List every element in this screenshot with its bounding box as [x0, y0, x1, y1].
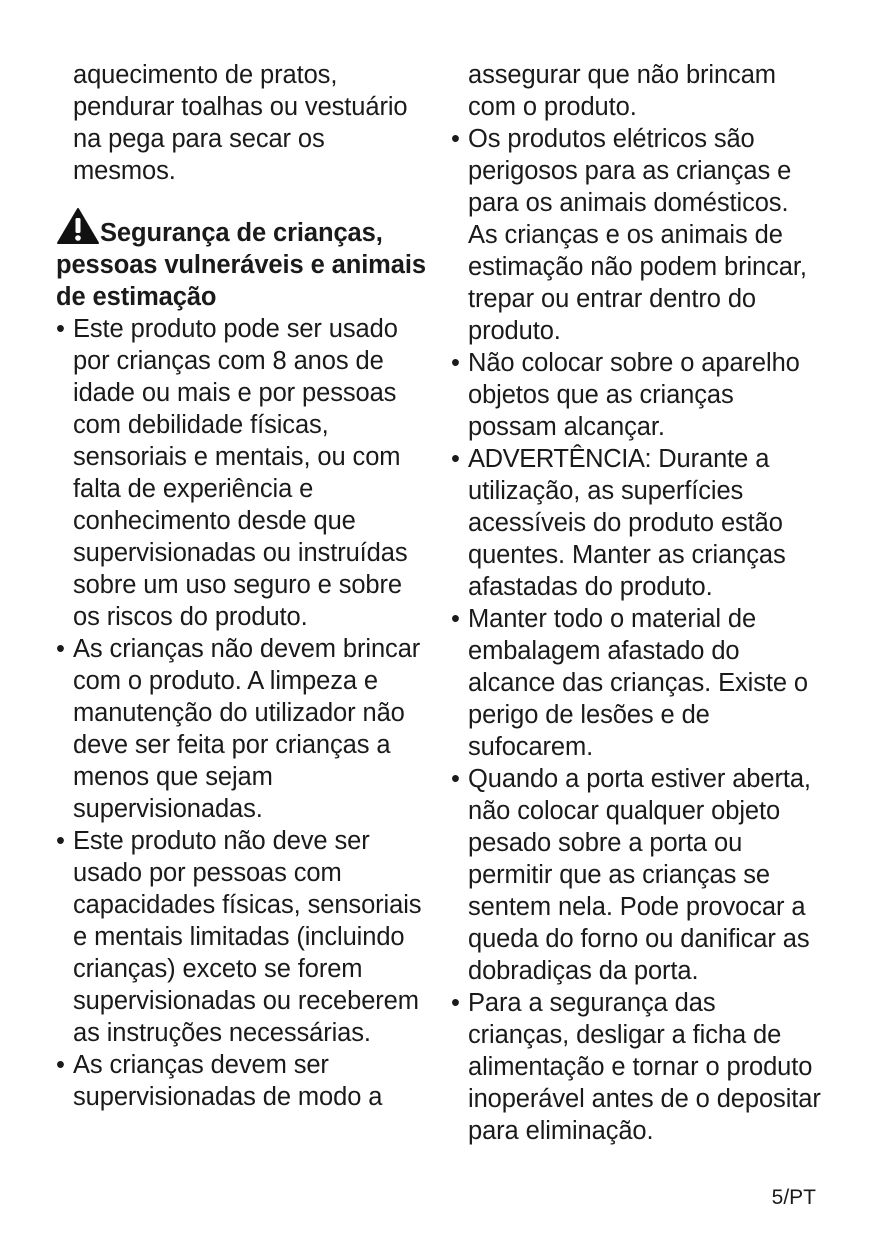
warning-triangle-icon — [56, 207, 100, 245]
bullet-dot: • — [451, 765, 460, 793]
list-item — [451, 763, 823, 987]
list-item-text: Manter todo o material de embalagem afastado do alcance das crianças. Existe o perigo de lesões e de sufocarem. — [468, 605, 809, 761]
list-item — [56, 825, 428, 1049]
section-heading-text: Segurança de crianças, pessoas vulneráveis e animais de estimação — [56, 219, 426, 311]
bullet-dot: • — [451, 349, 460, 377]
list-item-text: Quando a porta estiver aberta, não colocar qualquer objeto pesado sobre a porta ou permitir que as crianças se sentem nela. Pode provocar a queda do forno ou danificar as dobradiças da porta. — [468, 765, 811, 985]
list-item — [56, 633, 428, 825]
list-item — [56, 1049, 428, 1113]
right-column — [451, 59, 823, 1147]
list-item-text: Durante a utilização, as superfícies acessíveis do produto estão quentes. Manter as crianças afastadas do produto. — [468, 445, 786, 601]
list-item-text: As crianças devem ser supervisionadas de modo a — [73, 1051, 383, 1111]
list-item — [451, 603, 823, 763]
list-item-text: Este produto não deve ser usado por pessoas com capacidades físicas, sensoriais e mentais limitadas (incluindo crianças) exceto se forem supervisionadas ou receberem as instruções necessárias. — [73, 827, 422, 1047]
left-bullet-list — [56, 313, 428, 1113]
list-item — [451, 347, 823, 443]
continuation-text: assegurar que não brincam com o produto. — [468, 61, 776, 121]
continuation-text: aquecimento de pratos, pendurar toalhas ou vestuário na pega para secar os mesmos. — [73, 61, 408, 185]
bullet-dot: • — [451, 445, 460, 473]
left-column — [56, 59, 428, 1113]
list-item-text: As crianças não devem brincar com o produto. A limpeza e manutenção do utilizador não deve ser feita por crianças a menos que sejam supervisionadas. — [73, 635, 421, 823]
section-heading — [56, 207, 428, 313]
list-item-text: Os produtos elétricos são perigosos para as crianças e para os animais domésticos. As crianças e os animais de estimação não podem brincar, trepar ou entrar dentro do produto. — [468, 125, 807, 345]
bullet-dot: • — [56, 315, 65, 343]
bullet-dot: • — [451, 989, 460, 1017]
list-item — [451, 123, 823, 347]
right-bullet-list — [451, 123, 823, 1147]
bullet-dot: • — [56, 635, 65, 663]
list-item — [451, 443, 823, 603]
list-item-text: Este produto pode ser usado por crianças com 8 anos de idade ou mais e por pessoas com debilidade físicas, sensoriais e mentais, ou com falta de experiência e conhecimento desde que supervisionadas ou instruídas sobre um uso seguro e sobre os riscos do produto. — [73, 315, 408, 631]
warning-label: ADVERTÊNCIA: — [468, 445, 652, 473]
list-item — [451, 987, 823, 1147]
list-item — [56, 313, 428, 633]
bullet-dot: • — [56, 827, 65, 855]
bullet-dot: • — [451, 125, 460, 153]
bullet-dot: • — [56, 1051, 65, 1079]
list-item-text: Não colocar sobre o aparelho objetos que as crianças possam alcançar. — [468, 349, 800, 441]
list-item-text: Para a segurança das crianças, desligar a ficha de alimentação e tornar o produto inoperável antes de o depositar para eliminação. — [468, 989, 821, 1145]
bullet-dot: • — [451, 605, 460, 633]
page-number: 5/PT — [771, 1186, 816, 1209]
